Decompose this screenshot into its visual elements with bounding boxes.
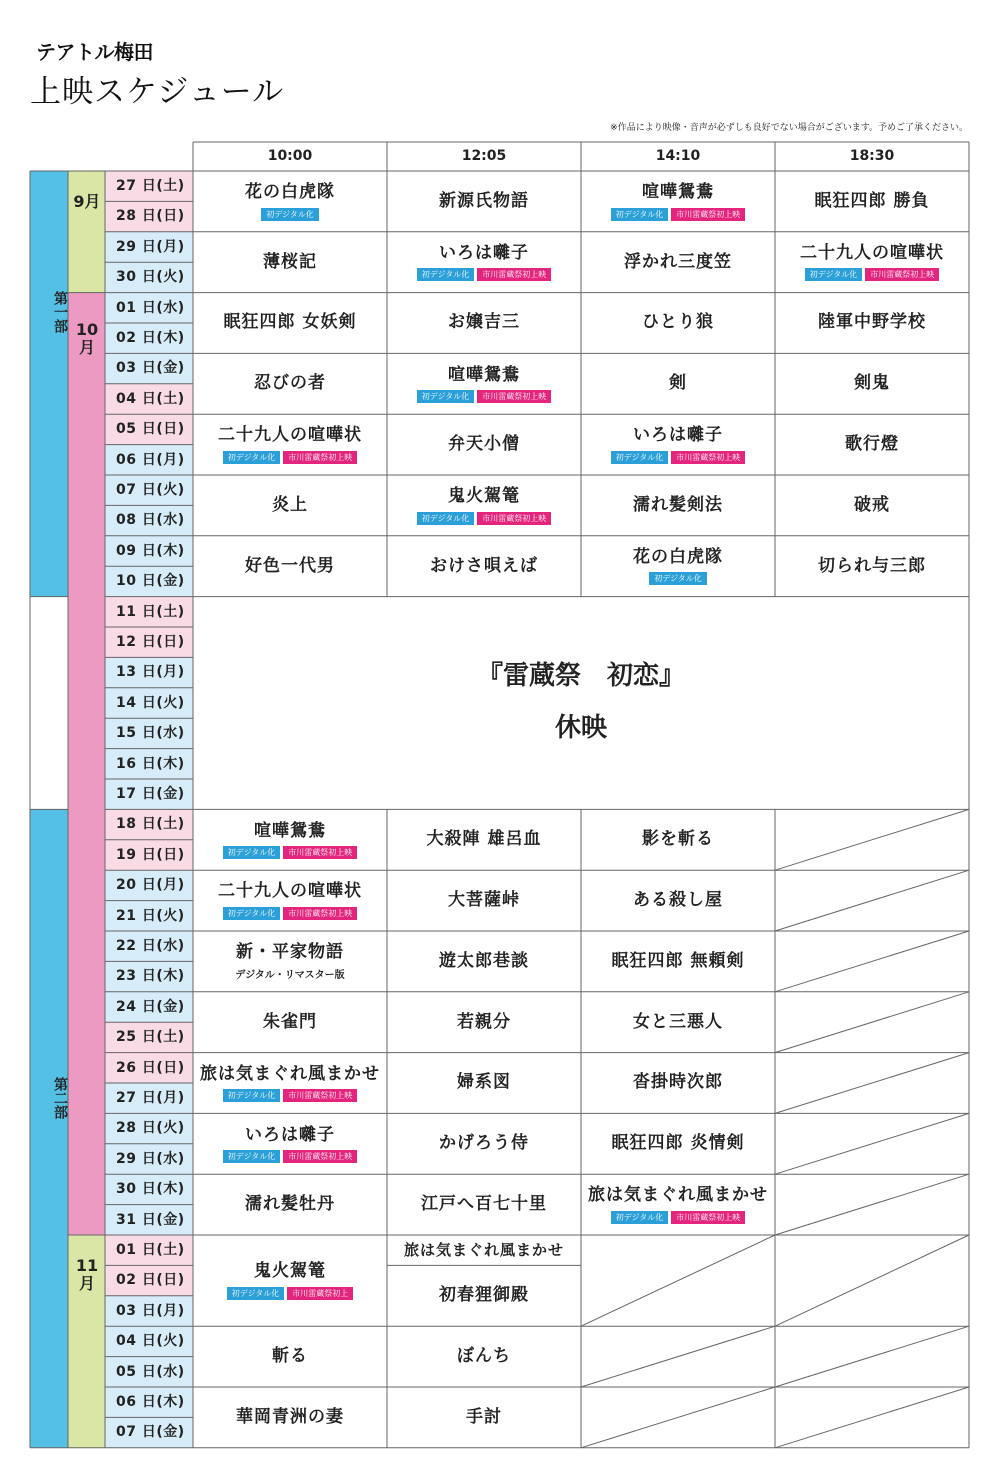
film-title: 二十九人の喧嘩状 <box>218 425 362 446</box>
empty-slot-diagonal <box>775 1174 969 1235</box>
empty-slot-diagonal <box>775 992 969 1053</box>
screening-cell <box>387 171 581 232</box>
first-digital-badge: 初デジタル化 <box>223 451 281 464</box>
badge-group <box>223 451 358 464</box>
film-title: いろは囃子 <box>439 243 529 264</box>
screening-cell <box>387 1387 581 1448</box>
screening-cell <box>387 870 581 931</box>
date-label: 24 日(金) <box>116 998 185 1015</box>
film-title: 眠狂四郎 炎情剣 <box>611 1133 745 1154</box>
screening-cell <box>581 870 775 931</box>
time-header: 14:10 <box>655 148 701 164</box>
badge-group <box>223 907 358 920</box>
film-title: いろは囃子 <box>245 1124 335 1145</box>
film-title: 影を斬る <box>642 829 714 850</box>
raizo-festival-badge: 市川雷蔵祭初上映 <box>283 1150 357 1163</box>
empty-slot-diagonal <box>775 1235 969 1326</box>
film-title: 陸軍中野学校 <box>818 312 926 333</box>
page-title: 上映スケジュール <box>30 74 285 110</box>
date-label: 05 日(水) <box>116 1363 185 1380</box>
badge-group <box>805 268 940 281</box>
film-title: 大殺陣 雄呂血 <box>426 829 542 850</box>
date-label: 26 日(日) <box>116 1059 185 1076</box>
film-title: 鬼火駕篭 <box>448 486 520 507</box>
date-label: 03 日(月) <box>116 1302 185 1319</box>
screening-cell <box>581 353 775 414</box>
date-label: 29 日(月) <box>116 238 185 255</box>
empty-slot-diagonal <box>775 1053 969 1114</box>
date-label: 30 日(木) <box>116 1181 185 1198</box>
screening-cell <box>193 293 387 354</box>
film-title: 大菩薩峠 <box>448 889 520 910</box>
raizo-festival-badge: 市川雷蔵祭初上映 <box>283 907 357 920</box>
film-title: 濡れ髪牡丹 <box>245 1193 335 1214</box>
film-title: 切られ与三郎 <box>818 555 926 576</box>
screening-cell <box>387 1235 581 1265</box>
date-label: 25 日(土) <box>116 1029 185 1046</box>
empty-slot-diagonal <box>775 1387 969 1448</box>
screening-cell <box>193 1235 387 1326</box>
raizo-festival-badge: 市川雷蔵祭初上映 <box>477 512 551 525</box>
screening-cell <box>193 353 387 414</box>
empty-slot-diagonal <box>775 931 969 992</box>
date-label: 28 日(日) <box>116 208 185 225</box>
screening-cell <box>581 171 775 232</box>
first-digital-badge: 初デジタル化 <box>417 512 475 525</box>
date-label: 09 日(木) <box>116 542 185 559</box>
film-title: 眠狂四郎 無頼剣 <box>611 950 745 971</box>
date-label: 31 日(金) <box>116 1211 185 1228</box>
date-label: 27 日(土) <box>116 178 185 194</box>
month-band-sept <box>68 171 105 293</box>
date-label: 18 日(土) <box>116 816 185 833</box>
date-label: 17 日(金) <box>116 786 185 802</box>
screening-cell <box>193 931 387 992</box>
film-title: 旅は気まぐれ風まかせ <box>403 1240 564 1259</box>
date-label: 08 日(水) <box>116 512 185 529</box>
first-digital-badge: 初デジタル化 <box>649 572 707 585</box>
date-label: 07 日(金) <box>116 1424 185 1441</box>
disclaimer-note: ※作品により映像・音声が必ずしも良好でない場合がございます。予めご了承ください。 <box>610 123 968 133</box>
screening-cell <box>581 475 775 536</box>
film-title: 濡れ髪剣法 <box>633 494 723 515</box>
closed-label: 休映 <box>554 713 607 743</box>
film-title: 手討 <box>466 1406 502 1427</box>
film-title: 二十九人の喧嘩状 <box>800 243 944 264</box>
screening-cell <box>775 475 969 536</box>
part-band-2 <box>30 809 68 1447</box>
date-label: 01 日(土) <box>116 1242 185 1258</box>
empty-slot-diagonal <box>775 809 969 870</box>
film-title: かげろう侍 <box>439 1133 529 1154</box>
screening-cell <box>387 1174 581 1235</box>
screening-cell <box>387 1113 581 1174</box>
month-band-oct <box>68 293 105 1235</box>
raizo-festival-badge: 市川雷蔵祭初上映 <box>477 268 551 281</box>
film-title: 鬼火駕篭 <box>254 1261 326 1282</box>
film-title: 沓掛時次郎 <box>633 1072 723 1093</box>
part-band-gap <box>30 597 68 810</box>
badge-group <box>417 268 552 281</box>
date-label: 04 日(火) <box>116 1333 185 1350</box>
film-title: 歌行燈 <box>845 433 899 454</box>
date-label: 27 日(月) <box>116 1090 185 1106</box>
screening-cell <box>387 809 581 870</box>
screening-cell <box>581 414 775 475</box>
screening-cell <box>387 414 581 475</box>
film-title: 弁天小僧 <box>448 433 520 454</box>
film-title: 婦系図 <box>457 1072 511 1093</box>
badge-group <box>417 512 552 525</box>
screening-cell <box>387 475 581 536</box>
part-label: 第一部 <box>52 290 68 333</box>
screening-cell <box>193 536 387 597</box>
screening-cell <box>193 992 387 1053</box>
film-title: 新源氏物語 <box>439 190 529 211</box>
first-digital-badge: 初デジタル化 <box>227 1287 285 1300</box>
date-label: 23 日(木) <box>116 968 185 985</box>
part-band-1 <box>30 171 68 597</box>
first-digital-badge: 初デジタル化 <box>611 1211 669 1224</box>
raizo-festival-badge: 市川雷蔵祭初上映 <box>671 208 745 221</box>
film-title: 華岡青洲の妻 <box>236 1406 344 1427</box>
screening-cell <box>581 293 775 354</box>
film-title: 炎上 <box>272 494 308 515</box>
screening-cell <box>775 536 969 597</box>
date-label: 15 日(水) <box>116 725 185 742</box>
badge-group <box>227 1287 354 1300</box>
raizo-festival-badge: 市川雷蔵祭初上映 <box>671 1211 745 1224</box>
date-label: 11 日(土) <box>116 603 185 620</box>
screening-cell <box>193 475 387 536</box>
film-title: 花の白虎隊 <box>245 182 335 203</box>
screening-cell <box>775 414 969 475</box>
date-label: 16 日(木) <box>116 755 185 772</box>
film-title: 眠狂四郎 勝負 <box>814 190 930 211</box>
date-label: 06 日(木) <box>116 1394 185 1410</box>
date-label: 28 日(火) <box>116 1120 185 1137</box>
screening-cell <box>387 232 581 293</box>
screening-cell <box>193 870 387 931</box>
screening-cell <box>581 536 775 597</box>
screening-cell <box>581 992 775 1053</box>
first-digital-badge: 初デジタル化 <box>223 1150 281 1163</box>
date-label: 19 日(日) <box>116 846 185 863</box>
film-title: 朱雀門 <box>263 1011 317 1032</box>
empty-slot-diagonal <box>775 1113 969 1174</box>
film-title: いろは囃子 <box>633 425 723 446</box>
badge-group <box>223 1150 358 1163</box>
film-title: 新・平家物語 <box>236 942 344 963</box>
closed-period <box>193 650 969 754</box>
film-title: 眠狂四郎 女妖剣 <box>223 312 357 333</box>
month-label: 11月 <box>75 1256 99 1294</box>
screening-cell <box>193 414 387 475</box>
closed-title: 『雷蔵祭 初恋』 <box>476 661 685 691</box>
film-title: 忍びの者 <box>254 373 326 394</box>
time-header: 10:00 <box>267 148 313 164</box>
film-subtitle: デジタル・リマスター版 <box>235 969 345 981</box>
raizo-festival-badge: 市川雷蔵祭初上映 <box>283 451 357 464</box>
date-label: 01 日(水) <box>116 299 185 316</box>
screening-cell <box>387 293 581 354</box>
date-label: 05 日(日) <box>116 421 185 438</box>
date-label: 03 日(金) <box>116 360 185 377</box>
film-title: 斬る <box>272 1345 308 1366</box>
film-title: 二十九人の喧嘩状 <box>218 881 362 902</box>
film-title: 喧嘩鴛鴦 <box>448 364 520 385</box>
date-label: 20 日(月) <box>116 877 185 894</box>
date-label: 07 日(火) <box>116 482 185 498</box>
film-title: 初春狸御殿 <box>439 1285 529 1306</box>
date-label: 29 日(水) <box>116 1150 185 1167</box>
time-header: 12:05 <box>461 148 507 164</box>
date-label: 10 日(金) <box>116 573 185 590</box>
screening-cell <box>193 809 387 870</box>
date-label: 12 日(日) <box>116 634 185 650</box>
empty-slot-diagonal <box>775 1326 969 1387</box>
part-label: 第二部 <box>52 1077 68 1119</box>
screening-cell <box>581 809 775 870</box>
empty-slot-diagonal <box>581 1387 775 1448</box>
film-title: 薄桜記 <box>263 251 317 272</box>
film-title: 遊太郎巷談 <box>439 950 529 971</box>
screening-cell <box>387 1265 581 1326</box>
raizo-festival-badge: 市川雷蔵祭初上映 <box>671 451 745 464</box>
film-title: 旅は気まぐれ風まかせ <box>200 1063 380 1084</box>
film-title: 喧嘩鴛鴦 <box>642 182 714 203</box>
raizo-festival-badge: 市川雷蔵祭初上映 <box>477 390 551 403</box>
screening-cell <box>387 992 581 1053</box>
film-title: お嬢吉三 <box>448 312 520 333</box>
empty-slot-diagonal <box>581 1326 775 1387</box>
film-title: 若親分 <box>457 1011 511 1032</box>
badge-group <box>417 390 552 403</box>
first-digital-badge: 初デジタル化 <box>223 907 281 920</box>
badge-group <box>649 572 707 585</box>
screening-cell <box>193 1053 387 1114</box>
date-label: 21 日(火) <box>116 907 185 924</box>
month-label: 10月 <box>75 319 99 357</box>
date-label: 02 日(木) <box>116 330 185 346</box>
screening-cell <box>387 536 581 597</box>
screening-cell <box>775 232 969 293</box>
first-digital-badge: 初デジタル化 <box>611 451 669 464</box>
film-title: 剣 <box>669 373 687 394</box>
badge-group <box>223 846 358 859</box>
screening-cell <box>581 931 775 992</box>
month-label: 9月 <box>73 192 101 211</box>
first-digital-badge: 初デジタル化 <box>417 390 475 403</box>
screening-cell <box>581 1053 775 1114</box>
first-digital-badge: 初デジタル化 <box>261 208 319 221</box>
date-label: 14 日(火) <box>116 694 185 711</box>
date-label: 13 日(月) <box>116 664 185 681</box>
screening-cell <box>193 1113 387 1174</box>
screening-cell <box>193 171 387 232</box>
time-header: 18:30 <box>849 148 895 164</box>
film-title: 好色一代男 <box>245 555 335 576</box>
first-digital-badge: 初デジタル化 <box>223 1089 281 1102</box>
screening-cell <box>775 293 969 354</box>
screening-cell <box>193 1387 387 1448</box>
date-label: 04 日(土) <box>116 390 185 407</box>
screening-cell <box>387 1326 581 1387</box>
screening-cell <box>387 1053 581 1114</box>
film-title: 浮かれ三度笠 <box>624 251 732 272</box>
theater-name: テアトル梅田 <box>36 40 153 64</box>
first-digital-badge: 初デジタル化 <box>417 268 475 281</box>
empty-slot-diagonal <box>775 870 969 931</box>
film-title: ある殺し屋 <box>633 889 723 910</box>
raizo-festival-badge: 市川雷蔵祭初上映 <box>283 846 357 859</box>
screening-cell <box>193 1174 387 1235</box>
date-label: 30 日(火) <box>116 269 185 286</box>
film-title: 花の白虎隊 <box>633 547 723 568</box>
screening-cell <box>193 1326 387 1387</box>
film-title: 女と三悪人 <box>633 1011 723 1032</box>
raizo-festival-badge: 市川雷蔵祭初上 <box>287 1287 353 1300</box>
screening-cell <box>193 232 387 293</box>
empty-slot-diagonal <box>581 1235 775 1326</box>
film-title: おけさ唄えば <box>430 555 538 576</box>
film-title: 喧嘩鴛鴦 <box>254 820 326 841</box>
date-label: 22 日(水) <box>116 938 185 954</box>
first-digital-badge: 初デジタル化 <box>223 846 281 859</box>
screening-cell <box>581 1113 775 1174</box>
screening-cell <box>387 931 581 992</box>
first-digital-badge: 初デジタル化 <box>805 268 863 281</box>
screening-cell <box>581 232 775 293</box>
raizo-festival-badge: 市川雷蔵祭初上映 <box>865 268 939 281</box>
badge-group <box>611 451 746 464</box>
screening-cell <box>775 353 969 414</box>
screening-cell <box>775 171 969 232</box>
film-title: 剣鬼 <box>854 373 890 394</box>
film-title: 破戒 <box>854 494 890 515</box>
badge-group <box>611 208 746 221</box>
badge-group <box>261 208 319 221</box>
date-label: 06 日(月) <box>116 451 185 468</box>
badge-group <box>611 1211 746 1224</box>
date-label: 02 日(日) <box>116 1272 185 1289</box>
first-digital-badge: 初デジタル化 <box>611 208 669 221</box>
film-title: ひとり狼 <box>642 312 714 333</box>
screening-cell <box>581 1174 775 1235</box>
film-title: 江戸へ百七十里 <box>421 1193 547 1214</box>
raizo-festival-badge: 市川雷蔵祭初上映 <box>283 1089 357 1102</box>
film-title: 旅は気まぐれ風まかせ <box>588 1185 768 1206</box>
film-title: ぼんち <box>457 1345 511 1366</box>
screening-cell <box>387 353 581 414</box>
badge-group <box>223 1089 358 1102</box>
